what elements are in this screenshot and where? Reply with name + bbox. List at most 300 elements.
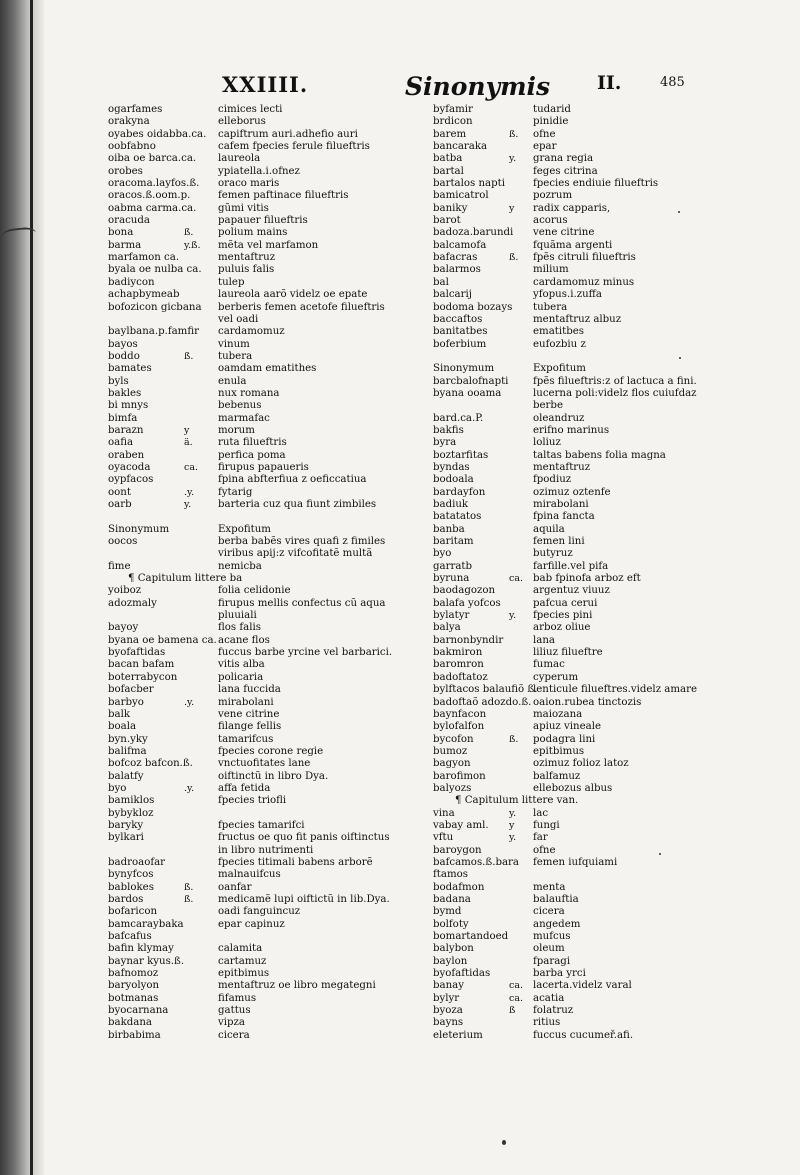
definition: menta xyxy=(533,881,566,893)
definition: tubera xyxy=(218,350,253,362)
right-column xyxy=(433,104,695,1042)
definition: oadi fanguincuz xyxy=(218,906,301,918)
term: bodafmon xyxy=(433,881,485,893)
term: baodagozon xyxy=(433,585,496,597)
term: ogarfames xyxy=(108,104,163,115)
term: byoza xyxy=(433,1005,463,1017)
term: marfamon ca. xyxy=(108,252,180,264)
term: badiuk xyxy=(433,499,469,510)
definition: tamarifcus xyxy=(218,733,274,745)
term: oabma carma.ca. xyxy=(108,202,197,214)
glossary-row xyxy=(108,697,378,709)
glossary-row xyxy=(433,413,695,425)
definition: epar xyxy=(533,141,557,153)
glossary-row xyxy=(108,832,390,844)
definition: lac xyxy=(533,807,549,819)
glossary-row xyxy=(108,968,378,980)
definition: pozrum xyxy=(533,190,573,202)
marker: ca. xyxy=(184,461,199,473)
term: bylkari xyxy=(108,832,144,844)
marker: ä. xyxy=(184,437,193,449)
definition: pluuiali xyxy=(218,610,257,622)
glossary-row xyxy=(433,709,695,721)
glossary-row xyxy=(433,697,695,709)
glossary-row xyxy=(108,585,378,597)
glossary-row xyxy=(433,400,695,412)
glossary-row xyxy=(433,499,695,511)
glossary-row xyxy=(108,758,378,770)
glossary-row xyxy=(108,166,378,178)
glossary-row xyxy=(433,734,695,746)
definition: fpecies tamarifci xyxy=(218,819,305,831)
term: badoza.barundi xyxy=(433,227,514,239)
glossary-row xyxy=(433,339,695,351)
definition: fpecies titimali babens arborẽ xyxy=(218,856,373,868)
definition: cardamomuz minus xyxy=(533,276,635,288)
definition: folatruz xyxy=(533,1005,574,1017)
term: bamcaraybaka xyxy=(108,918,184,930)
glossary-row xyxy=(433,153,695,165)
term: badana xyxy=(433,894,471,905)
term: baynfacon xyxy=(433,708,487,720)
glossary-row xyxy=(433,252,695,264)
term: vabay aml. xyxy=(433,819,489,831)
glossary-row xyxy=(108,795,378,807)
definition: vipza xyxy=(218,1017,245,1029)
marker: ß. xyxy=(509,128,519,140)
ink-speck xyxy=(659,853,661,855)
glossary-row xyxy=(433,166,695,178)
term: bakdana xyxy=(108,1017,152,1029)
glossary-row xyxy=(108,240,378,252)
definition: vene citrine xyxy=(533,227,595,239)
glossary-row xyxy=(433,684,695,696)
glossary-row xyxy=(433,511,695,523)
term: banba xyxy=(433,523,465,535)
glossary-row xyxy=(433,116,695,128)
glossary-row xyxy=(108,882,378,894)
term: bardos xyxy=(108,894,144,905)
definition: fifamus xyxy=(218,992,257,1004)
glossary-row xyxy=(108,450,378,462)
definition: vitis alba xyxy=(218,659,265,671)
glossary-row xyxy=(433,573,695,585)
term: byofaftidas xyxy=(433,968,491,980)
glossary-row xyxy=(108,869,378,881)
glossary-row xyxy=(433,894,695,906)
glossary-row xyxy=(108,573,378,585)
term: baylbana.p.famfir xyxy=(108,326,200,338)
term: baniky xyxy=(433,202,468,214)
term: bomartandoed xyxy=(433,931,509,943)
marker: .y. xyxy=(184,486,195,498)
glossary-row xyxy=(433,302,695,314)
definition: fpẽs citruli filueftris xyxy=(533,252,636,264)
term: balcarij xyxy=(433,289,472,301)
term: bofozicon gicbana xyxy=(108,301,202,313)
term: oracoma.layfos.ß. xyxy=(108,178,200,190)
term: byana ooama xyxy=(433,387,502,399)
marker: ß. xyxy=(509,733,519,745)
marker: y xyxy=(184,424,190,436)
glossary-row xyxy=(108,536,386,548)
term: vina xyxy=(433,807,455,819)
term: balya xyxy=(433,622,461,634)
glossary-row xyxy=(108,388,378,400)
term: baccaftos xyxy=(433,313,483,325)
definition: barba yrci xyxy=(533,968,586,980)
glossary-row xyxy=(433,980,695,992)
glossary-row xyxy=(108,227,378,239)
term: bylyr xyxy=(433,992,460,1004)
glossary-row xyxy=(108,104,378,116)
glossary-row xyxy=(108,857,378,869)
term: yoiboz xyxy=(108,585,142,597)
glossary-row xyxy=(108,635,378,647)
definition: butyruz xyxy=(533,548,573,560)
definition: marmafac xyxy=(218,412,270,424)
definition: apiuz vineale xyxy=(533,721,601,733)
glossary-row xyxy=(433,363,695,375)
definition: ematitbes xyxy=(533,326,584,338)
marker: .y. xyxy=(184,696,195,708)
term: brdicon xyxy=(433,116,473,128)
glossary-row xyxy=(108,400,378,412)
glossary-row xyxy=(433,672,695,684)
glossary-row xyxy=(108,808,378,820)
binding-gutter xyxy=(0,0,44,1175)
glossary-row xyxy=(433,487,695,499)
term: baritam xyxy=(433,536,474,548)
definition: cimices lecti xyxy=(218,104,283,115)
definition: tudarid xyxy=(533,104,571,115)
definition: mentaftruz xyxy=(218,252,276,264)
definition: morum xyxy=(218,424,255,436)
term: bybykloz xyxy=(108,807,154,819)
term: oarb xyxy=(108,499,132,510)
term: oracuda xyxy=(108,215,150,227)
term: byofaftidas xyxy=(108,647,166,659)
term: boterrabycon xyxy=(108,671,178,683)
definition: radix capparis, xyxy=(533,202,611,214)
glossary-row xyxy=(433,474,695,486)
definition: malnauifcus xyxy=(218,869,281,881)
glossary-row xyxy=(108,178,378,190)
glossary-row xyxy=(108,425,378,437)
definition: femen iufquiami xyxy=(533,856,618,868)
glossary-row xyxy=(108,771,378,783)
marker: ca. xyxy=(509,992,524,1004)
term: bakles xyxy=(108,387,142,399)
term: bi mnys xyxy=(108,400,149,412)
definition: barteria cuz qua fiunt zimbiles xyxy=(218,499,377,510)
definition: farfille.vel pifa xyxy=(533,560,609,572)
glossary-row xyxy=(433,622,695,634)
glossary-row xyxy=(108,919,378,931)
definition: enula xyxy=(218,375,247,387)
glossary-row xyxy=(433,820,695,832)
term: batba xyxy=(433,153,463,165)
glossary-row xyxy=(108,820,378,832)
folio-number: 485 xyxy=(660,75,685,90)
glossary-row xyxy=(433,659,695,671)
definition: papauer filueftris xyxy=(218,215,308,227)
glossary-row xyxy=(433,240,695,252)
chapter-heading: ¶ Capitulum littere ba xyxy=(128,573,243,585)
term: barnonbyndir xyxy=(433,634,504,646)
glossary-row xyxy=(108,413,378,425)
term: barot xyxy=(433,215,461,227)
marker: ß. xyxy=(184,881,194,893)
term: adozmaly xyxy=(108,597,157,609)
glossary-row xyxy=(433,869,695,881)
glossary-row xyxy=(433,635,695,647)
glossary-row xyxy=(433,1030,695,1042)
definition: viribus apij:z vifcofitatẽ multã xyxy=(218,548,373,560)
term: bynyfcos xyxy=(108,869,154,881)
definition: pinidie xyxy=(533,116,569,128)
glossary-row xyxy=(108,252,378,264)
definition: filange fellis xyxy=(218,721,282,733)
marker: y. xyxy=(509,832,517,844)
term: oyacoda xyxy=(108,461,151,473)
term: Sinonymum xyxy=(108,523,170,535)
term: baynar kyus.ß. xyxy=(108,955,185,967)
term: barcbalofnapti xyxy=(433,375,509,387)
glossary-row xyxy=(433,277,695,289)
marker: y.ß. xyxy=(184,239,201,251)
glossary-row xyxy=(433,104,695,116)
definition: arboz oliue xyxy=(533,622,591,634)
glossary-row xyxy=(433,190,695,202)
glossary-row xyxy=(108,153,378,165)
definition: ozimuz folioz latoz xyxy=(533,758,629,770)
term: oocos xyxy=(108,536,138,548)
term: bamates xyxy=(108,363,152,375)
term: barofimon xyxy=(433,770,486,782)
glossary-row xyxy=(108,376,378,388)
glossary-row xyxy=(108,474,378,486)
definition: maiozana xyxy=(533,708,583,720)
glossary-row xyxy=(433,832,695,844)
definition: fungi xyxy=(533,819,560,831)
definition: oiftinctũ in libro Dya. xyxy=(218,770,329,782)
glossary-row xyxy=(433,1005,695,1017)
glossary-row xyxy=(108,561,378,573)
term: orakyna xyxy=(108,116,150,128)
glossary-row xyxy=(108,1030,378,1042)
glossary-row xyxy=(433,388,695,400)
glossary-row xyxy=(108,931,378,943)
glossary-row xyxy=(433,721,695,733)
definition: fpina abfterfiua z oeficcatiua xyxy=(218,474,367,486)
glossary-row xyxy=(108,684,378,696)
term: bablokes xyxy=(108,881,154,893)
definition: firupus papaueris xyxy=(218,461,309,473)
term: bycofon xyxy=(433,733,474,745)
term: bakfis xyxy=(433,424,464,436)
glossary-row xyxy=(433,919,695,931)
marker: ß. xyxy=(184,227,194,239)
definition: fparagi xyxy=(533,955,571,967)
glossary-row xyxy=(433,536,695,548)
definition: capiftrum auri.adhefio auri xyxy=(218,128,358,140)
definition: vel oadi xyxy=(218,313,259,325)
definition: fpẽs filueftris:z of lactuca a fini. xyxy=(533,375,697,387)
marker: ß xyxy=(509,1005,516,1017)
term: bard.ca.P. xyxy=(433,412,484,424)
term: bagyon xyxy=(433,758,471,770)
marker: y xyxy=(509,202,515,214)
definition: ozimuz oztenfe xyxy=(533,486,611,498)
glossary-row xyxy=(108,647,393,659)
term: bylofalfon xyxy=(433,721,485,733)
definition: mirabolani xyxy=(533,499,589,510)
glossary-row xyxy=(433,956,695,968)
definition: laureola aarõ videlz oe epate xyxy=(218,289,368,301)
glossary-row xyxy=(433,264,695,276)
term: bafacras xyxy=(433,252,478,264)
definition: feges citrina xyxy=(533,165,598,177)
definition: grana regia xyxy=(533,153,594,165)
definition: fpina fancta xyxy=(533,511,595,523)
glossary-row xyxy=(108,301,385,314)
glossary-row xyxy=(433,845,695,857)
term: banay xyxy=(433,980,464,992)
term: bona xyxy=(108,227,134,239)
term: balatfy xyxy=(108,770,144,782)
term: barbyo xyxy=(108,696,144,708)
glossary-row xyxy=(108,129,378,141)
term: byfamir xyxy=(433,104,473,115)
definition: milium xyxy=(533,264,569,276)
term: bakmiron xyxy=(433,647,483,659)
term: oyabes oidabba.ca. xyxy=(108,128,207,140)
term: byo xyxy=(108,782,127,794)
definition: ritius xyxy=(533,1017,561,1029)
definition: mentaftruz oe libro megategni xyxy=(218,980,376,992)
term: bodoala xyxy=(433,474,474,486)
glossary-row xyxy=(433,524,695,536)
definition: in libro nutrimenti xyxy=(218,844,314,856)
definition: fpecies pini xyxy=(533,610,593,622)
term: balafa yofcos xyxy=(433,597,501,609)
definition: Expofitum xyxy=(533,363,586,375)
glossary-row xyxy=(433,1017,695,1029)
definition: acane flos xyxy=(218,634,270,646)
definition: oamdam ematithes xyxy=(218,363,317,375)
term: eleterium xyxy=(433,1029,483,1041)
term: bamiklos xyxy=(108,795,155,807)
definition: gũmi vitis xyxy=(218,202,269,214)
term: banitatbes xyxy=(433,326,488,338)
definition: ofne xyxy=(533,844,556,856)
term: bacan bafam xyxy=(108,659,175,671)
term: badoftaõ adozdo.ß. xyxy=(433,696,532,708)
term: bylftacos balaufiõ ß. xyxy=(433,684,538,696)
definition: cicera xyxy=(533,906,565,918)
glossary-row xyxy=(108,597,386,610)
term: botmanas xyxy=(108,992,159,1004)
glossary-row xyxy=(108,993,378,1005)
definition: podagra lini xyxy=(533,733,596,745)
definition: cyperum xyxy=(533,671,579,683)
glossary-row xyxy=(108,610,378,622)
definition: ellebozus albus xyxy=(533,782,613,794)
definition: laureola xyxy=(218,153,261,165)
glossary-row xyxy=(108,659,378,671)
definition: balfamuz xyxy=(533,770,581,782)
glossary-row xyxy=(433,585,695,597)
glossary-row xyxy=(108,203,378,215)
definition: fytarig xyxy=(218,486,253,498)
glossary-row xyxy=(433,906,695,918)
glossary-row xyxy=(108,264,378,276)
glossary-row xyxy=(108,215,378,227)
definition: nemicba xyxy=(218,560,262,572)
term: balifma xyxy=(108,745,147,757)
definition: balauftia xyxy=(533,894,579,905)
definition: calamita xyxy=(218,943,263,955)
marker: y xyxy=(509,819,515,831)
definition: epar capinuz xyxy=(218,918,285,930)
glossary-row xyxy=(433,437,695,449)
definition: acatia xyxy=(533,992,565,1004)
definition: mẽta vel marfamon xyxy=(218,239,319,251)
term: byn.yky xyxy=(108,733,148,745)
glossary-row xyxy=(108,548,378,560)
term: bayos xyxy=(108,338,138,350)
marker: ca. xyxy=(509,573,524,585)
glossary-row xyxy=(108,906,378,918)
term: balk xyxy=(108,708,131,720)
term: balarmos xyxy=(433,264,481,276)
definition: acorus xyxy=(533,215,568,227)
definition: oleum xyxy=(533,943,565,955)
glossary-row xyxy=(433,783,695,795)
term: ftamos xyxy=(433,869,468,881)
glossary-row xyxy=(108,734,378,746)
term: orobes xyxy=(108,165,143,177)
term: batatatos xyxy=(433,511,482,523)
glossary-row xyxy=(433,548,695,560)
term: birbabima xyxy=(108,1029,161,1041)
definition: oraco maris xyxy=(218,178,280,190)
term: barazn xyxy=(108,424,144,436)
definition: lana fuccida xyxy=(218,684,281,696)
definition: flos falis xyxy=(218,622,261,634)
term: bofaricon xyxy=(108,906,158,918)
definition: argentuz viuuz xyxy=(533,585,610,597)
term: garratb xyxy=(433,560,473,572)
term: baylon xyxy=(433,955,468,967)
term: boala xyxy=(108,721,137,733)
glossary-row xyxy=(433,215,695,227)
definition: vnctuofitates lane xyxy=(218,758,311,770)
term: bayoy xyxy=(108,622,139,634)
term: bumoz xyxy=(433,745,468,757)
glossary-row xyxy=(108,277,378,289)
glossary-row xyxy=(433,647,695,659)
term: oypfacos xyxy=(108,474,154,486)
glossary-row xyxy=(108,524,378,536)
glossary-row xyxy=(433,425,695,437)
definition: ypiatella.i.ofnez xyxy=(218,165,300,177)
glossary-row xyxy=(433,314,695,326)
definition: eufozbiu z xyxy=(533,338,586,350)
definition: fpodiuz xyxy=(533,474,572,486)
term: bancaraka xyxy=(433,141,488,153)
